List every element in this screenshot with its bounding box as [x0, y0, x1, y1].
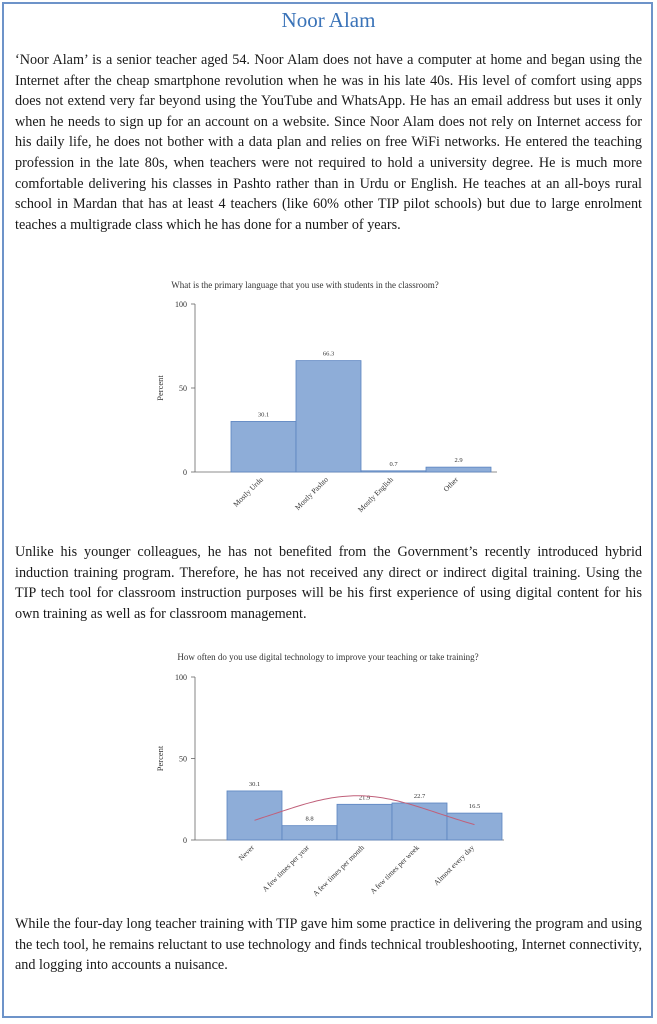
category-label: A few times per month: [310, 843, 366, 899]
page-title: Noor Alam: [281, 8, 376, 32]
bar: [447, 813, 502, 840]
chart-primary-language: [0, 272, 657, 534]
y-tick-label: 100: [175, 300, 187, 309]
paragraph-intro: ‘Noor Alam’ is a senior teacher aged 54. Noor Alam does not have a computer at home and began using the Internet after the cheap smartphone revolution when he was in his late 40s. His level of comfort using apps does not extend very far beyond using the YouTube and WhatsApp. He has an email address but uses it only when he needs to sign up for an account on a website. Since Noor Alam does not rely on Internet access for his daily life, he does not bother with a data plan and relies on free WiFi networks. He entered the teaching profession in the late 80s, when teachers were not required to hold a university degree. He is much more comfortable delivering his classes in Pashto rather than in Urdu or English. He teaches at an all-boys rural school in Mardan that has at least 4 teachers (like 60% other TIP pilot schools) but due to large enrolment teaches a multigrade class which he has done for a number of years.: [15, 52, 642, 233]
y-tick-label: 0: [183, 468, 187, 477]
category-label: Mostly Urdu: [231, 475, 265, 509]
y-tick-label: 0: [183, 836, 187, 845]
category-label: Other: [441, 475, 460, 494]
bar: [392, 803, 447, 840]
y-tick-label: 100: [175, 673, 187, 682]
category-label: A few times per year: [260, 843, 311, 894]
bar-value-label: 2.9: [454, 457, 463, 465]
bar-value-label: 0.7: [389, 460, 398, 468]
bar-value-label: 66.3: [322, 350, 335, 358]
bar: [361, 471, 426, 472]
bar-value-label: 30.1: [257, 411, 270, 419]
bar: [296, 361, 361, 472]
category-label: A few times per week: [368, 843, 421, 896]
y-tick-label: 50: [179, 754, 187, 764]
chart-title: How often do you use digital technology to improve your teaching or take training?: [177, 652, 479, 662]
chart-title: What is the primary language that you use with students in the classroom?: [171, 280, 439, 290]
y-axis-label: Percent: [155, 745, 165, 772]
bar-value-label: 22.7: [413, 792, 426, 800]
bar: [231, 421, 296, 472]
bar: [227, 791, 282, 840]
bar: [337, 804, 392, 840]
bar-value-label: 30.1: [248, 780, 261, 788]
bar-value-label: 16.5: [468, 803, 481, 811]
chart-digital-technology-use: [0, 644, 657, 900]
paragraph-conclusion: While the four-day long teacher training with TIP gave him some practice in delivering the program and using the tech tool, he remains reluctant to use technology and finds technical troubleshooting, Internet connectivity, and logging into accounts a nuisance.: [15, 916, 642, 974]
category-label: Never: [236, 843, 256, 863]
bar: [282, 826, 337, 840]
y-axis-label: Percent: [155, 375, 165, 401]
category-label: Almost every day: [431, 843, 476, 888]
paragraph-training: Unlike his younger colleagues, he has not benefited from the Government’s recently introduced hybrid induction training program. Therefore, he has not received any direct or indirect digital training. Using the TIP tech tool for classroom instruction purposes will be his first experience of using digital content for his own training as well as for classroom management.: [15, 544, 642, 622]
bar: [426, 467, 491, 472]
category-label: Mostly Pashto: [293, 475, 330, 512]
category-label: Mostly English: [355, 475, 395, 514]
bar-value-label: 8.8: [305, 815, 314, 823]
y-tick-label: 50: [179, 384, 187, 393]
bar-value-label: 21.9: [358, 794, 371, 802]
